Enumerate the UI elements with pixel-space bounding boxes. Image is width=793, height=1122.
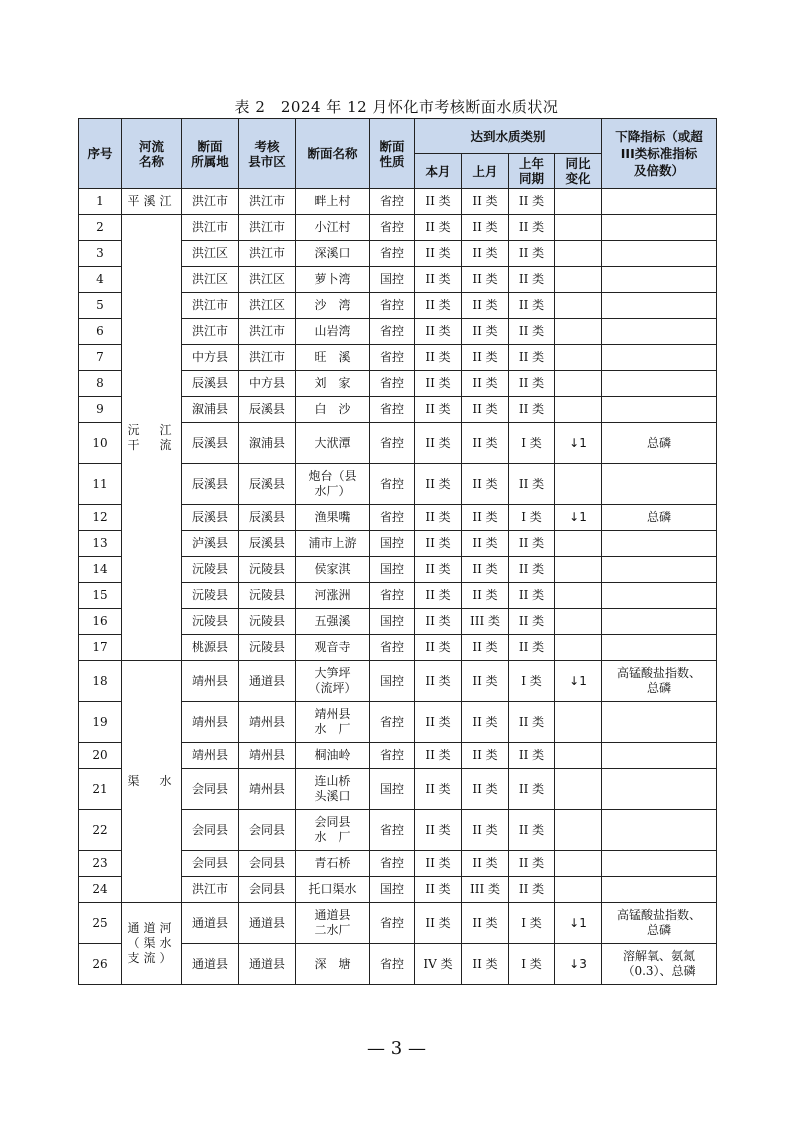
header-section: 断面名称 [296,119,370,189]
cell-yoy: ↓1 [555,505,602,531]
cell-this-month: II 类 [415,423,462,464]
cell-county: 辰溪县 [239,464,296,505]
cell-seq: 15 [79,583,122,609]
cell-indicator [602,189,717,215]
table-row [79,189,717,215]
cell-section: 通道县 二水厂 [296,903,370,944]
header-category-group: 达到水质类别 [415,119,602,154]
cell-county: 会同县 [239,851,296,877]
cell-section: 渔果嘴 [296,505,370,531]
cell-yoy [555,464,602,505]
cell-county: 辰溪县 [239,505,296,531]
cell-last-year: II 类 [509,319,555,345]
cell-seq: 10 [79,423,122,464]
header-this-month: 本月 [415,154,462,189]
cell-yoy [555,371,602,397]
cell-seq: 4 [79,267,122,293]
cell-this-month: II 类 [415,769,462,810]
cell-yoy [555,769,602,810]
cell-yoy [555,877,602,903]
cell-nature: 省控 [370,944,415,985]
cell-last-month: II 类 [462,769,509,810]
cell-last-year: II 类 [509,371,555,397]
cell-indicator [602,702,717,743]
cell-county: 中方县 [239,371,296,397]
cell-location: 洪江市 [182,319,239,345]
cell-last-month: II 类 [462,583,509,609]
cell-section: 小江村 [296,215,370,241]
cell-seq: 22 [79,810,122,851]
cell-section: 托口渠水 [296,877,370,903]
cell-last-month: III 类 [462,609,509,635]
cell-seq: 2 [79,215,122,241]
cell-county: 通道县 [239,944,296,985]
cell-last-year: II 类 [509,769,555,810]
cell-indicator [602,215,717,241]
cell-county: 辰溪县 [239,531,296,557]
cell-last-month: II 类 [462,397,509,423]
cell-county: 通道县 [239,661,296,702]
cell-nature: 省控 [370,635,415,661]
cell-seq: 12 [79,505,122,531]
cell-county: 洪江市 [239,215,296,241]
cell-yoy [555,241,602,267]
cell-last-month: II 类 [462,241,509,267]
cell-nature: 省控 [370,702,415,743]
cell-nature: 国控 [370,769,415,810]
cell-section: 桐油岭 [296,743,370,769]
cell-seq: 18 [79,661,122,702]
table-body [79,189,717,985]
cell-seq: 1 [79,189,122,215]
cell-seq: 3 [79,241,122,267]
cell-nature: 国控 [370,531,415,557]
cell-seq: 8 [79,371,122,397]
cell-last-year: II 类 [509,464,555,505]
cell-last-year: I 类 [509,661,555,702]
cell-last-year: II 类 [509,743,555,769]
cell-section: 观音寺 [296,635,370,661]
cell-yoy [555,702,602,743]
cell-last-year: II 类 [509,215,555,241]
cell-county: 洪江区 [239,293,296,319]
cell-location: 洪江市 [182,189,239,215]
cell-seq: 16 [79,609,122,635]
cell-section: 大洑潭 [296,423,370,464]
cell-location: 通道县 [182,903,239,944]
cell-nature: 国控 [370,609,415,635]
cell-yoy [555,810,602,851]
cell-indicator: 总磷 [602,423,717,464]
cell-river: 平溪江 [122,189,182,215]
cell-location: 辰溪县 [182,423,239,464]
cell-last-year: II 类 [509,345,555,371]
cell-last-month: II 类 [462,903,509,944]
cell-nature: 省控 [370,583,415,609]
table-row [79,215,717,241]
cell-last-month: II 类 [462,505,509,531]
cell-indicator: 总磷 [602,505,717,531]
cell-indicator [602,397,717,423]
cell-location: 洪江市 [182,293,239,319]
table-row [79,661,717,702]
cell-nature: 省控 [370,464,415,505]
cell-seq: 7 [79,345,122,371]
cell-seq: 23 [79,851,122,877]
header-nature: 断面 性质 [370,119,415,189]
cell-this-month: II 类 [415,319,462,345]
cell-last-month: II 类 [462,851,509,877]
cell-location: 沅陵县 [182,583,239,609]
cell-yoy [555,635,602,661]
cell-county: 沅陵县 [239,635,296,661]
cell-yoy: ↓1 [555,661,602,702]
cell-seq: 21 [79,769,122,810]
cell-section: 山岩湾 [296,319,370,345]
cell-this-month: IV 类 [415,944,462,985]
cell-last-month: II 类 [462,743,509,769]
cell-location: 靖州县 [182,702,239,743]
cell-seq: 11 [79,464,122,505]
cell-nature: 省控 [370,505,415,531]
cell-this-month: II 类 [415,293,462,319]
cell-section: 大笋坪 （流坪） [296,661,370,702]
cell-location: 靖州县 [182,743,239,769]
cell-last-month: II 类 [462,531,509,557]
cell-indicator [602,293,717,319]
cell-location: 辰溪县 [182,464,239,505]
cell-last-year: II 类 [509,241,555,267]
cell-this-month: II 类 [415,661,462,702]
cell-indicator [602,345,717,371]
cell-this-month: II 类 [415,743,462,769]
cell-last-month: II 类 [462,319,509,345]
header-indicator: 下降指标（或超 III类标准指标 及倍数） [602,119,717,189]
cell-indicator [602,267,717,293]
cell-indicator [602,371,717,397]
cell-county: 会同县 [239,810,296,851]
cell-last-year: II 类 [509,267,555,293]
cell-indicator [602,851,717,877]
cell-yoy [555,743,602,769]
cell-nature: 国控 [370,877,415,903]
water-quality-table [78,118,717,985]
cell-indicator [602,531,717,557]
cell-county: 洪江市 [239,345,296,371]
cell-last-month: II 类 [462,345,509,371]
cell-last-month: II 类 [462,423,509,464]
cell-this-month: II 类 [415,531,462,557]
cell-indicator [602,810,717,851]
cell-yoy [555,345,602,371]
header-county: 考核 县市区 [239,119,296,189]
cell-location: 辰溪县 [182,505,239,531]
header-last-year: 上年 同期 [509,154,555,189]
cell-yoy: ↓3 [555,944,602,985]
cell-last-month: II 类 [462,267,509,293]
cell-yoy: ↓1 [555,423,602,464]
cell-seq: 13 [79,531,122,557]
table-row [79,903,717,944]
cell-this-month: II 类 [415,583,462,609]
cell-county: 辰溪县 [239,397,296,423]
cell-nature: 省控 [370,743,415,769]
cell-location: 通道县 [182,944,239,985]
cell-yoy [555,851,602,877]
cell-indicator [602,609,717,635]
cell-nature: 省控 [370,851,415,877]
table-caption: 表 2 2024 年 12 月怀化市考核断面水质状况 [234,98,559,116]
cell-last-year: II 类 [509,609,555,635]
cell-yoy [555,293,602,319]
cell-this-month: II 类 [415,267,462,293]
cell-location: 辰溪县 [182,371,239,397]
cell-last-month: II 类 [462,661,509,702]
cell-seq: 14 [79,557,122,583]
cell-last-month: III 类 [462,877,509,903]
cell-location: 洪江区 [182,267,239,293]
cell-nature: 国控 [370,661,415,702]
cell-last-year: II 类 [509,583,555,609]
page-number: — 3 — [367,1038,426,1059]
cell-seq: 20 [79,743,122,769]
cell-seq: 19 [79,702,122,743]
cell-county: 洪江区 [239,267,296,293]
cell-nature: 省控 [370,345,415,371]
cell-yoy [555,319,602,345]
cell-seq: 6 [79,319,122,345]
cell-nature: 省控 [370,189,415,215]
cell-last-month: II 类 [462,702,509,743]
cell-last-month: II 类 [462,944,509,985]
cell-river: 沅 江 干 流 [122,215,182,661]
cell-location: 沅陵县 [182,609,239,635]
cell-county: 沅陵县 [239,557,296,583]
cell-county: 会同县 [239,877,296,903]
cell-last-year: II 类 [509,810,555,851]
cell-location: 会同县 [182,769,239,810]
cell-location: 桃源县 [182,635,239,661]
cell-this-month: II 类 [415,609,462,635]
cell-last-year: I 类 [509,903,555,944]
cell-section: 白 沙 [296,397,370,423]
cell-yoy: ↓1 [555,903,602,944]
header-last-month: 上月 [462,154,509,189]
cell-nature: 国控 [370,267,415,293]
cell-this-month: II 类 [415,877,462,903]
cell-seq: 26 [79,944,122,985]
cell-nature: 省控 [370,371,415,397]
cell-section: 深 塘 [296,944,370,985]
cell-section: 深溪口 [296,241,370,267]
cell-nature: 省控 [370,397,415,423]
cell-county: 洪江市 [239,189,296,215]
cell-last-year: II 类 [509,702,555,743]
cell-county: 沅陵县 [239,609,296,635]
cell-section: 青石桥 [296,851,370,877]
cell-last-year: II 类 [509,189,555,215]
cell-section: 五强溪 [296,609,370,635]
cell-this-month: II 类 [415,189,462,215]
cell-this-month: II 类 [415,851,462,877]
cell-last-year: II 类 [509,557,555,583]
cell-county: 沅陵县 [239,583,296,609]
header-river: 河流 名称 [122,119,182,189]
cell-section: 浦市上游 [296,531,370,557]
cell-last-month: II 类 [462,557,509,583]
cell-this-month: II 类 [415,345,462,371]
cell-section: 侯家淇 [296,557,370,583]
cell-yoy [555,583,602,609]
cell-indicator [602,557,717,583]
cell-this-month: II 类 [415,464,462,505]
cell-section: 连山桥 头溪口 [296,769,370,810]
cell-last-year: II 类 [509,293,555,319]
header-location: 断面 所属地 [182,119,239,189]
cell-last-month: II 类 [462,371,509,397]
cell-indicator [602,877,717,903]
cell-section: 靖州县 水 厂 [296,702,370,743]
cell-last-year: II 类 [509,531,555,557]
cell-this-month: II 类 [415,371,462,397]
cell-this-month: II 类 [415,557,462,583]
cell-location: 靖州县 [182,661,239,702]
cell-last-month: II 类 [462,635,509,661]
cell-nature: 省控 [370,903,415,944]
cell-section: 河涨洲 [296,583,370,609]
cell-section: 萝卜湾 [296,267,370,293]
cell-indicator: 溶解氧、氨氮 （0.3）、总磷 [602,944,717,985]
cell-yoy [555,189,602,215]
cell-county: 靖州县 [239,769,296,810]
cell-nature: 省控 [370,423,415,464]
cell-seq: 17 [79,635,122,661]
cell-yoy [555,397,602,423]
cell-this-month: II 类 [415,635,462,661]
cell-yoy [555,557,602,583]
cell-yoy [555,267,602,293]
cell-nature: 省控 [370,319,415,345]
cell-county: 靖州县 [239,702,296,743]
cell-this-month: II 类 [415,505,462,531]
cell-indicator [602,319,717,345]
cell-indicator [602,464,717,505]
cell-nature: 省控 [370,293,415,319]
cell-yoy [555,531,602,557]
cell-nature: 省控 [370,810,415,851]
cell-last-month: II 类 [462,464,509,505]
cell-location: 洪江区 [182,241,239,267]
cell-this-month: II 类 [415,903,462,944]
cell-location: 会同县 [182,851,239,877]
cell-indicator [602,635,717,661]
cell-seq: 25 [79,903,122,944]
cell-indicator [602,769,717,810]
cell-nature: 国控 [370,557,415,583]
cell-this-month: II 类 [415,810,462,851]
cell-section: 炮台（县 水厂） [296,464,370,505]
cell-yoy [555,215,602,241]
cell-county: 洪江市 [239,241,296,267]
cell-this-month: II 类 [415,397,462,423]
cell-county: 通道县 [239,903,296,944]
cell-last-month: II 类 [462,189,509,215]
cell-last-month: II 类 [462,293,509,319]
cell-county: 溆浦县 [239,423,296,464]
cell-last-year: I 类 [509,505,555,531]
cell-last-year: II 类 [509,635,555,661]
cell-county: 靖州县 [239,743,296,769]
cell-nature: 省控 [370,215,415,241]
cell-last-month: II 类 [462,810,509,851]
cell-last-month: II 类 [462,215,509,241]
cell-location: 溆浦县 [182,397,239,423]
header-seq: 序号 [79,119,122,189]
cell-section: 旺 溪 [296,345,370,371]
cell-location: 会同县 [182,810,239,851]
cell-seq: 9 [79,397,122,423]
cell-last-year: II 类 [509,877,555,903]
cell-last-year: I 类 [509,423,555,464]
cell-section: 畔上村 [296,189,370,215]
cell-location: 洪江市 [182,215,239,241]
cell-river: 渠 水 [122,661,182,903]
cell-indicator: 高锰酸盐指数、 总磷 [602,903,717,944]
cell-section: 沙 湾 [296,293,370,319]
cell-this-month: II 类 [415,241,462,267]
cell-location: 泸溪县 [182,531,239,557]
cell-nature: 省控 [370,241,415,267]
cell-indicator [602,241,717,267]
cell-seq: 5 [79,293,122,319]
cell-section: 会同县 水 厂 [296,810,370,851]
cell-location: 中方县 [182,345,239,371]
cell-yoy [555,609,602,635]
cell-last-year: II 类 [509,851,555,877]
cell-indicator [602,743,717,769]
cell-last-year: I 类 [509,944,555,985]
cell-indicator [602,583,717,609]
cell-this-month: II 类 [415,215,462,241]
cell-section: 刘 家 [296,371,370,397]
cell-location: 洪江市 [182,877,239,903]
cell-location: 沅陵县 [182,557,239,583]
cell-river: 通道河 （渠水 支流） [122,903,182,985]
cell-last-year: II 类 [509,397,555,423]
cell-seq: 24 [79,877,122,903]
cell-this-month: II 类 [415,702,462,743]
cell-indicator: 高锰酸盐指数、 总磷 [602,661,717,702]
cell-county: 洪江市 [239,319,296,345]
header-yoy: 同比 变化 [555,154,602,189]
